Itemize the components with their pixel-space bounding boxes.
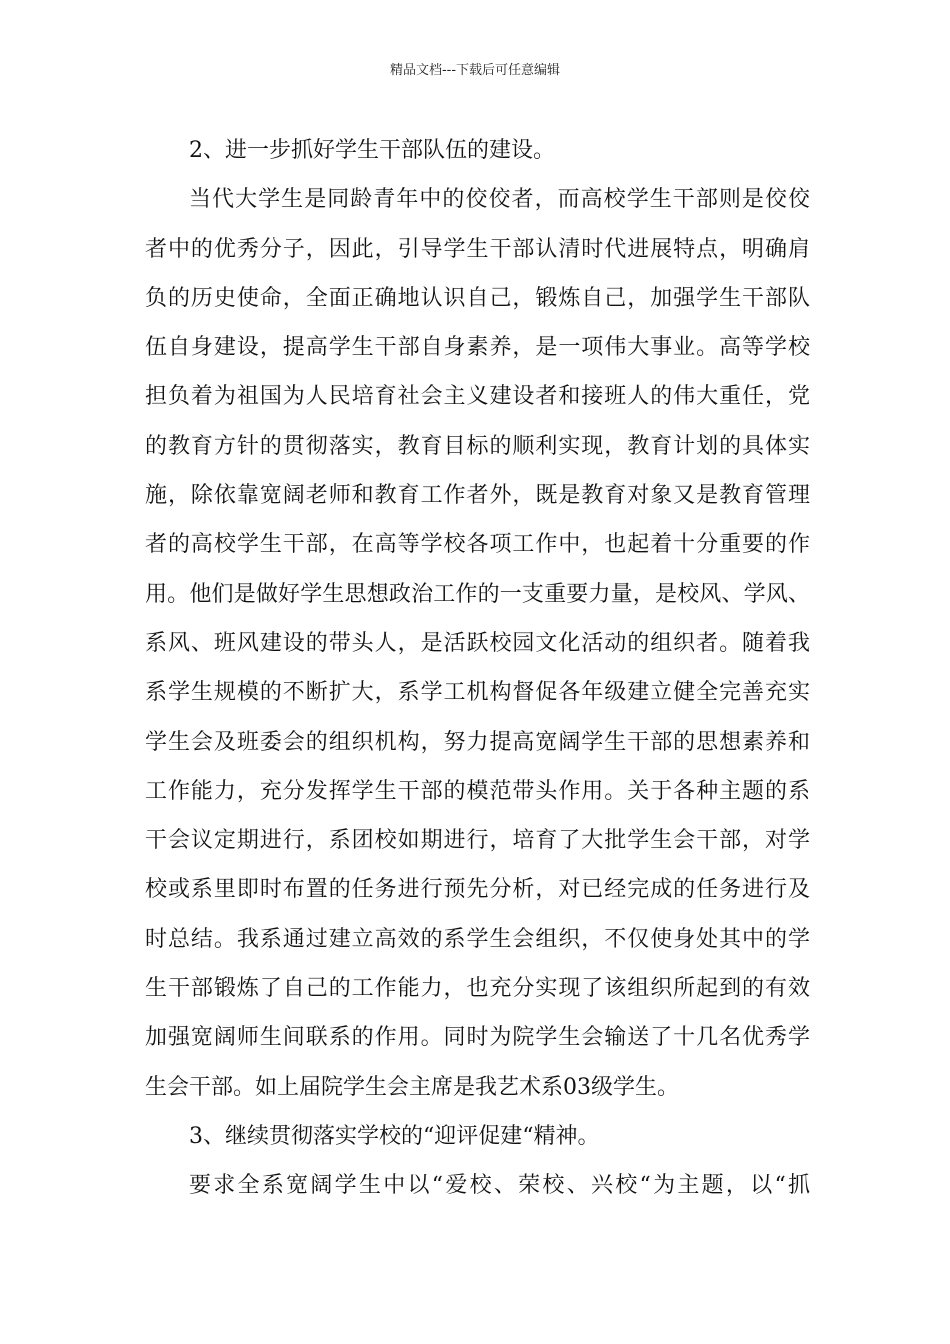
paragraph-line: 负的历史使命，全面正确地认识自己，锻炼自己，加强学生干部队: [145, 285, 810, 311]
paragraph-line: 当代大学生是同龄青年中的佼佼者，而高校学生干部则是佼佼: [189, 187, 810, 213]
paragraph-line: 要求全系宽阔学生中以“爱校、荣校、兴校“为主题，以“抓: [189, 1173, 810, 1199]
paragraph-line: 加强宽阔师生间联系的作用。同时为院学生会输送了十几名优秀学: [145, 1025, 810, 1051]
section-heading-3: 3、继续贯彻落实学校的“迎评促建“精神。: [189, 1123, 600, 1149]
paragraph-line: 系学生规模的不断扩大，系学工机构督促各年级建立健全完善充实: [145, 680, 810, 706]
paragraph-line: 担负着为祖国为人民培育社会主义建设者和接班人的伟大重任，党: [145, 384, 810, 410]
paragraph-line: 者中的优秀分子，因此，引导学生干部认清时代进展特点，明确肩: [145, 236, 810, 262]
paragraph-line: 生干部锻炼了自己的工作能力，也充分实现了该组织所起到的有效: [145, 976, 810, 1002]
document-body: [145, 126, 810, 1211]
paragraph-line: 的教育方针的贯彻落实，教育目标的顺利实现，教育计划的具体实: [145, 433, 810, 459]
paragraph-line: 施，除依靠宽阔老师和教育工作者外，既是教育对象又是教育管理: [145, 483, 810, 509]
paragraph-line: 校或系里即时布置的任务进行预先分析，对已经完成的任务进行及: [145, 877, 810, 903]
paragraph-line: 干会议定期进行，系团校如期进行，培育了大批学生会干部，对学: [145, 828, 810, 854]
page-header: 精品文档---下载后可任意编辑: [389, 63, 561, 78]
paragraph-line: 系风、班风建设的带头人，是活跃校园文化活动的组织者。随着我: [145, 630, 810, 656]
paragraph-line-last: 生会干部。如上届院学生会主席是我艺术系03级学生。: [145, 1074, 679, 1100]
paragraph-line: 者的高校学生干部，在高等学校各项工作中，也起着十分重要的作: [145, 532, 810, 558]
paragraph-line: 用。他们是做好学生思想政治工作的一支重要力量，是校风、学风、: [145, 581, 810, 607]
section-heading-2: 2、进一步抓好学生干部队伍的建设。: [189, 138, 555, 163]
paragraph-line: 工作能力，充分发挥学生干部的模范带头作用。关于各种主题的系: [145, 778, 810, 804]
paragraph-line: 学生会及班委会的组织机构，努力提高宽阔学生干部的思想素养和: [145, 729, 810, 755]
paragraph-line: 伍自身建设，提高学生干部自身素养，是一项伟大事业。高等学校: [145, 335, 810, 361]
paragraph-line: 时总结。我系通过建立高效的系学生会组织，不仅使身处其中的学: [145, 926, 810, 952]
